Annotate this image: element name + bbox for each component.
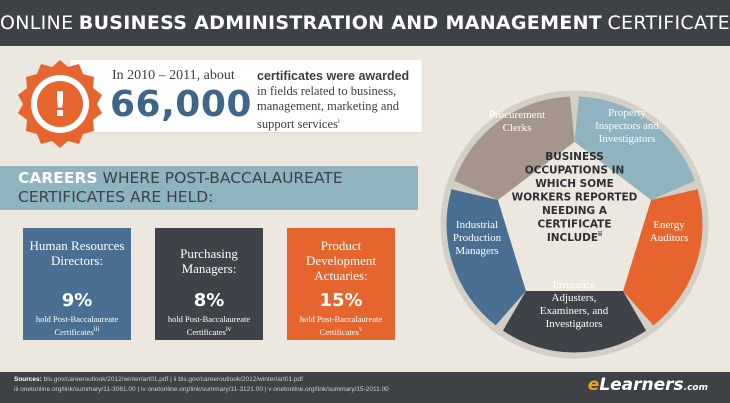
wheel-center-line: NEEDING A (542, 205, 607, 217)
stat-number: 66,000 (110, 84, 252, 125)
career-card-purchasing-managers (155, 228, 263, 340)
title-part-2: BUSINESS ADMINISTRATION AND MANAGEMENT (78, 12, 603, 34)
card-note-mark: iv (225, 325, 232, 333)
stat-description (257, 69, 419, 132)
wheel-segment-label: Production (452, 232, 502, 244)
wheel-segment-label: Auditors (649, 232, 689, 244)
wheel-center-line: OCCUPATIONS IN (524, 164, 625, 177)
logo-text: Learners (599, 375, 684, 395)
career-card-hr-directors (23, 228, 131, 340)
wheel-segment-label: Examiners, and (539, 305, 609, 317)
wheel-segment-label: Procurement (488, 109, 546, 121)
wheel-segment-label: Investigators (545, 318, 603, 330)
card-title: Purchasing Managers: (180, 246, 238, 276)
card-percent: 15% (319, 290, 363, 311)
wheel-center-line: BUSINESS (545, 151, 604, 163)
wheel-center-mark: ii (598, 231, 603, 238)
badge-symbol: ! (52, 85, 68, 125)
wheel-center-line: CERTIFICATE (537, 218, 612, 231)
wheel-segment-label: Energy (653, 219, 685, 231)
wheel-segment-label: Inspectors and (595, 120, 659, 132)
card-note (23, 314, 131, 337)
elearners-logo (588, 375, 708, 395)
wheel-center-line: WORKERS REPORTED (511, 191, 638, 204)
careers-heading (18, 169, 343, 207)
page-title (0, 0, 730, 46)
card-note (287, 314, 395, 337)
card-percent: 9% (61, 290, 93, 311)
card-note-text: hold Post-Baccalaureate Certificates (299, 314, 383, 337)
stat-desc-bold: certificates were awarded (257, 69, 410, 83)
title-part-1: ONLINE (0, 12, 74, 34)
logo-e: e (587, 375, 600, 395)
careers-heading-line2: CERTIFICATES ARE HELD: (18, 188, 214, 206)
card-note-mark: iii (93, 325, 100, 333)
stat-intro: In 2010 – 2011, about (112, 68, 235, 83)
logo-com: .com (683, 383, 708, 393)
sources-line-2: iii onetonline.org/link/summary/11-3061.00 | iv onetonline.org/link/summary/11-3121.00 | v onetonline.org/link/summary/15-2011.00 (14, 386, 389, 393)
stat-footnote-mark: i (337, 117, 340, 125)
wheel-center-line: WHICH SOME (535, 178, 614, 190)
card-note-text: hold Post-Baccalaureate Certificates (167, 314, 251, 337)
sources-line-1 (14, 376, 303, 383)
card-note-mark: v (358, 325, 363, 333)
wheel-segment-label: Managers (455, 245, 499, 257)
wheel-segment-label: Adjusters, (551, 292, 597, 304)
wheel-segment-label: Clerks (502, 122, 532, 134)
card-percent: 8% (193, 290, 225, 311)
card-note (155, 314, 263, 337)
sources-text-1: bls.gov/careeroutlook/2012/winter/art01.pdf | ii bls.gov/careeroutlook/2012/winter/art01.pdf (41, 376, 303, 383)
footer (0, 372, 730, 403)
occupations-wheel (437, 88, 712, 361)
careers-heading-rest: WHERE POST-BACCALAUREATE (97, 169, 343, 187)
career-card-product-actuaries (287, 228, 395, 340)
wheel-segment-label: Investigators (598, 133, 656, 145)
careers-header (0, 166, 418, 210)
wheel-segment-label: Property (608, 107, 646, 119)
stat-desc-rest: in fields related to business, management, marketing and support services (257, 84, 399, 132)
careers-heading-highlight: CAREERS (18, 169, 98, 187)
wheel-segment-label: Insurance (552, 279, 596, 291)
wheel-center-line: INCLUDE$^{ii}$ (546, 231, 603, 244)
title-part-3: CERTIFICATE (607, 12, 730, 34)
stat-box (70, 60, 422, 132)
sources-label: Sources: (14, 376, 42, 383)
wheel-segment-label: Industrial (455, 219, 499, 231)
card-title: Human Resources Directors: (29, 238, 125, 268)
card-note-text: hold Post-Baccalaureate Certificates (35, 314, 119, 337)
exclamation-badge-icon (14, 58, 106, 150)
card-title: Product Development Actuaries: (305, 238, 377, 283)
